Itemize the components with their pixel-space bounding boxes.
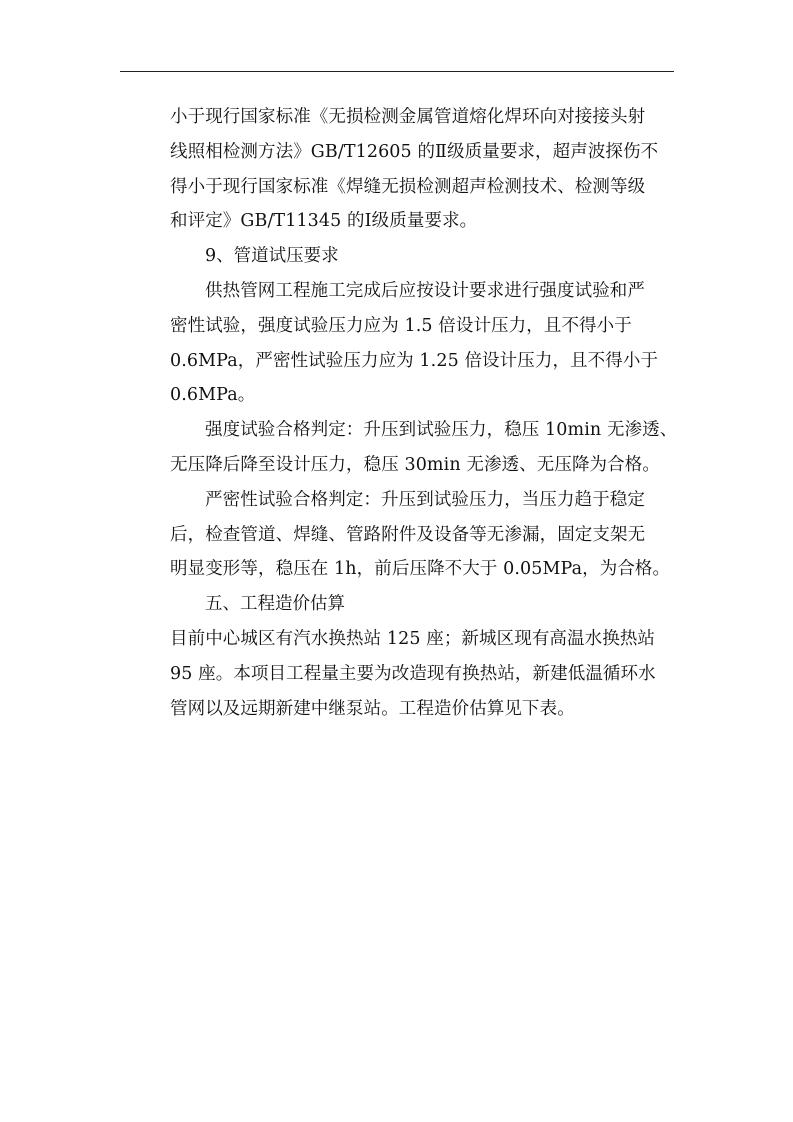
text-line: 无压降后降至设计压力，稳压 30min 无渗透、无压降为合格。 <box>170 454 660 475</box>
paragraph-strength-test-criteria <box>170 413 676 483</box>
document-body <box>170 100 676 726</box>
text-line: 强度试验合格判定：升压到试验压力，稳压 10min 无渗透、 <box>205 420 678 441</box>
text-line: 得小于现行国家标准《焊缝无损检测超声检测技术、检测等级 <box>170 176 646 197</box>
paragraph-weld-inspection <box>170 100 676 239</box>
text-line: 管网以及远期新建中继泵站。工程造价估算见下表。 <box>170 698 575 719</box>
text-line: 目前中心城区有汽水换热站 125 座；新城区现有高温水换热站 <box>170 628 656 649</box>
heading-text: 9、管道试压要求 <box>205 246 339 267</box>
text-line: 供热管网工程施工完成后应按设计要求进行强度试验和严 <box>205 280 645 301</box>
text-line: 0.6MPa。 <box>170 385 256 406</box>
text-line: 0.6MPa，严密性试验压力应为 1.25 倍设计压力，且不得小于 <box>170 350 659 371</box>
paragraph-pressure-test <box>170 274 676 413</box>
text-line: 线照相检测方法》GB/T12605 的Ⅱ级质量要求，超声波探伤不 <box>170 141 659 162</box>
text-line: 后，检查管道、焊缝、管路附件及设备等无渗漏，固定支架无 <box>170 524 646 545</box>
text-line: 和评定》GB/T11345 的Ⅰ级质量要求。 <box>170 211 478 232</box>
text-line: 密性试验，强度试验压力应为 1.5 倍设计压力，且不得小于 <box>170 315 632 336</box>
text-line: 95 座。本项目工程量主要为改造现有换热站，新建低温循环水 <box>170 663 656 684</box>
paragraph-cost-estimate <box>170 622 676 726</box>
section-heading-pressure-test <box>170 239 676 274</box>
heading-text: 五、工程造价估算 <box>205 594 345 615</box>
section-heading-cost-estimate <box>170 587 676 622</box>
text-line: 明显变形等，稳压在 1h，前后压降不大于 0.05MPa，为合格。 <box>170 559 671 580</box>
paragraph-tightness-test-criteria <box>170 483 676 587</box>
text-line: 小于现行国家标准《无损检测金属管道熔化焊环向对接接头射 <box>170 107 646 127</box>
header-rule <box>120 71 674 72</box>
text-line: 严密性试验合格判定：升压到试验压力，当压力趋于稳定 <box>205 489 645 510</box>
